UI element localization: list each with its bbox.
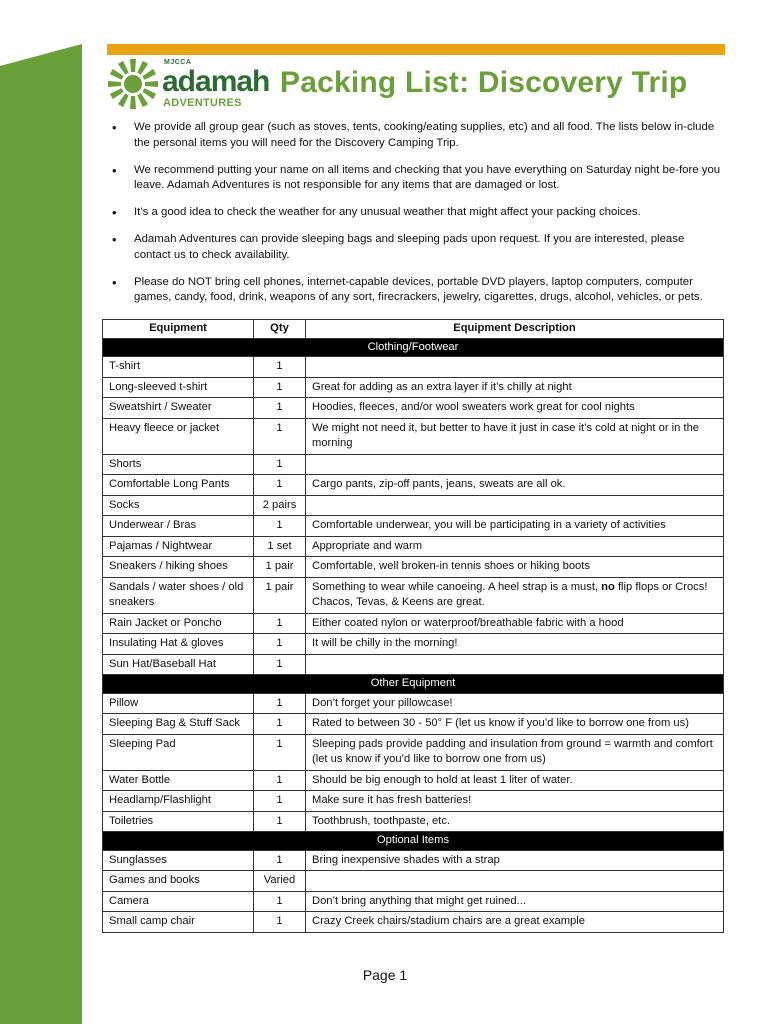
item-qty: 1 xyxy=(254,454,306,475)
item-name: Sweatshirt / Sweater xyxy=(103,398,254,419)
item-description: Appropriate and warm xyxy=(306,536,724,557)
table-row xyxy=(103,693,724,714)
item-qty: Varied xyxy=(254,871,306,892)
item-qty: 1 xyxy=(254,377,306,398)
table-row xyxy=(103,770,724,791)
instruction-item: • Adamah Adventures can provide sleeping bags and sleeping pads upon request. If you are interested, please contact us to check availability. xyxy=(112,232,685,261)
table-row xyxy=(103,577,724,613)
packing-table xyxy=(102,319,724,933)
table-row xyxy=(103,557,724,578)
item-description: Should be big enough to hold at least 1 liter of water. xyxy=(306,770,724,791)
instruction-item: • It’s a good idea to check the weather for any unusual weather that might affect your packing choices. xyxy=(112,205,641,220)
item-qty: 1 xyxy=(254,891,306,912)
table-row xyxy=(103,811,724,832)
item-qty: 1 set xyxy=(254,536,306,557)
table-row xyxy=(103,495,724,516)
table-row xyxy=(103,654,724,675)
item-description: Don’t forget your pillowcase! xyxy=(306,693,724,714)
description-emphasis: no xyxy=(601,580,615,593)
bullet-icon: • xyxy=(112,162,117,178)
table-row xyxy=(103,536,724,557)
bullet-icon: • xyxy=(112,232,117,247)
item-description xyxy=(306,454,724,475)
table-row xyxy=(103,850,724,871)
table-row xyxy=(103,357,724,378)
table-row xyxy=(103,418,724,454)
table-header-row xyxy=(103,320,724,339)
item-qty: 1 xyxy=(254,850,306,871)
item-description xyxy=(306,871,724,892)
item-qty: 1 pair xyxy=(254,557,306,578)
page-title: Packing List: Discovery Trip xyxy=(280,66,688,99)
item-description: Comfortable, well broken-in tennis shoes or hiking boots xyxy=(306,557,724,578)
item-qty: 1 xyxy=(254,398,306,419)
item-qty: 1 xyxy=(254,357,306,378)
header-equipment: Equipment xyxy=(103,320,254,339)
item-description xyxy=(306,495,724,516)
item-qty: 1 xyxy=(254,613,306,634)
item-description: Comfortable underwear, you will be participating in a variety of activities xyxy=(306,516,724,537)
item-qty: 1 xyxy=(254,654,306,675)
instruction-item: • We provide all group gear (such as stoves, tents, cooking/eating supplies, etc) and all food. The lists below in-clude the personal items you will need for the Discovery Camping Trip. xyxy=(112,120,715,149)
item-description: Crazy Creek chairs/stadium chairs are a great example xyxy=(306,912,724,933)
item-qty: 1 xyxy=(254,634,306,655)
item-name: Sneakers / hiking shoes xyxy=(103,557,254,578)
table-row xyxy=(103,516,724,537)
item-name: Sleeping Pad xyxy=(103,734,254,770)
table-row xyxy=(103,454,724,475)
item-description: Make sure it has fresh batteries! xyxy=(306,791,724,812)
item-name: Headlamp/Flashlight xyxy=(103,791,254,812)
item-name: Pajamas / Nightwear xyxy=(103,536,254,557)
item-description: Great for adding as an extra layer if it’s chilly at night xyxy=(306,377,724,398)
item-qty: 1 xyxy=(254,791,306,812)
item-description: Rated to between 30 - 50° F (let us know if you’d like to borrow one from us) xyxy=(306,714,724,735)
item-name: Toiletries xyxy=(103,811,254,832)
item-description xyxy=(306,357,724,378)
section-title: Optional Items xyxy=(103,832,724,851)
description-text: Something to wear while canoeing. A heel strap is a must, xyxy=(312,580,602,593)
item-name: Games and books xyxy=(103,871,254,892)
gold-header-bar xyxy=(107,44,725,55)
table-row xyxy=(103,398,724,419)
section-title: Clothing/Footwear xyxy=(103,338,724,357)
item-description: Either coated nylon or waterproof/breathable fabric with a hood xyxy=(306,613,724,634)
item-name: Camera xyxy=(103,891,254,912)
table-row xyxy=(103,714,724,735)
item-qty: 1 xyxy=(254,693,306,714)
green-side-banner xyxy=(0,0,90,1024)
item-description: Sleeping pads provide padding and insulation from ground = warmth and comfort (let us know if you’d like to borrow one from us) xyxy=(306,734,724,770)
instruction-list xyxy=(112,120,722,317)
instruction-item: • We recommend putting your name on all items and checking that you have everything on Saturday night be-fore you leave. Adamah Adventures is not responsible for any items that are damaged or lost. xyxy=(112,162,721,191)
section-header-row xyxy=(103,338,724,357)
bullet-icon: • xyxy=(112,205,117,220)
section-header-row xyxy=(103,832,724,851)
item-qty: 1 xyxy=(254,912,306,933)
item-name: Small camp chair xyxy=(103,912,254,933)
item-name: Sun Hat/Baseball Hat xyxy=(103,654,254,675)
item-name: T-shirt xyxy=(103,357,254,378)
item-name: Sandals / water shoes / old sneakers xyxy=(103,577,254,613)
item-qty: 1 xyxy=(254,811,306,832)
section-header-row xyxy=(103,675,724,694)
header-qty: Qty xyxy=(254,320,306,339)
item-name: Comfortable Long Pants xyxy=(103,475,254,496)
sunburst-logo-icon xyxy=(106,57,160,111)
instruction-item: • Please do NOT bring cell phones, internet-capable devices, portable DVD players, laptop computers, computer games, candy, food, drink, weapons of any sort, firecrackers, jewelry, cigarettes, drugs, alcohol, vehicles, or pets. xyxy=(112,274,703,303)
header-description: Equipment Description xyxy=(306,320,724,339)
table-row xyxy=(103,475,724,496)
item-qty: 1 pair xyxy=(254,577,306,613)
table-row xyxy=(103,791,724,812)
item-description: Cargo pants, zip-off pants, jeans, sweats are all ok. xyxy=(306,475,724,496)
item-qty: 1 xyxy=(254,475,306,496)
item-description: Don’t bring anything that might get ruined... xyxy=(306,891,724,912)
logo-subtitle: ADVENTURES xyxy=(163,97,242,109)
item-description: It will be chilly in the morning! xyxy=(306,634,724,655)
item-qty: 1 xyxy=(254,516,306,537)
table-row xyxy=(103,634,724,655)
table-row xyxy=(103,891,724,912)
table-row xyxy=(103,734,724,770)
item-name: Heavy fleece or jacket xyxy=(103,418,254,454)
section-title: Other Equipment xyxy=(103,675,724,694)
item-description xyxy=(306,577,724,613)
item-name: Pillow xyxy=(103,693,254,714)
item-name: Rain Jacket or Poncho xyxy=(103,613,254,634)
table-row xyxy=(103,613,724,634)
item-description xyxy=(306,654,724,675)
item-description: Bring inexpensive shades with a strap xyxy=(306,850,724,871)
item-description: Toothbrush, toothpaste, etc. xyxy=(306,811,724,832)
table-row xyxy=(103,912,724,933)
item-qty: 1 xyxy=(254,714,306,735)
item-name: Sunglasses xyxy=(103,850,254,871)
item-qty: 1 xyxy=(254,770,306,791)
bullet-icon: • xyxy=(112,120,117,135)
adamah-logo xyxy=(106,57,271,112)
table-body xyxy=(103,338,724,932)
item-name: Shorts xyxy=(103,454,254,475)
item-name: Water Bottle xyxy=(103,770,254,791)
table-row xyxy=(103,871,724,892)
bullet-icon: • xyxy=(112,274,117,290)
page-number: Page 1 xyxy=(362,967,408,983)
item-name: Sleeping Bag & Stuff Sack xyxy=(103,714,254,735)
item-name: Long-sleeved t-shirt xyxy=(103,377,254,398)
logo-name: adamah xyxy=(162,65,270,98)
item-name: Socks xyxy=(103,495,254,516)
item-qty: 2 pairs xyxy=(254,495,306,516)
item-name: Insulating Hat & gloves xyxy=(103,634,254,655)
item-qty: 1 xyxy=(254,418,306,454)
item-name: Underwear / Bras xyxy=(103,516,254,537)
table-row xyxy=(103,377,724,398)
description-text: flip flops or Crocs! Chacos, Tevas, & Keens are great. xyxy=(312,580,708,608)
logo-org: MJCCA xyxy=(164,59,192,66)
item-description: We might not need it, but better to have it just in case it’s cold at night or in the morning xyxy=(306,418,724,454)
item-description: Hoodies, fleeces, and/or wool sweaters work great for cool nights xyxy=(306,398,724,419)
item-qty: 1 xyxy=(254,734,306,770)
